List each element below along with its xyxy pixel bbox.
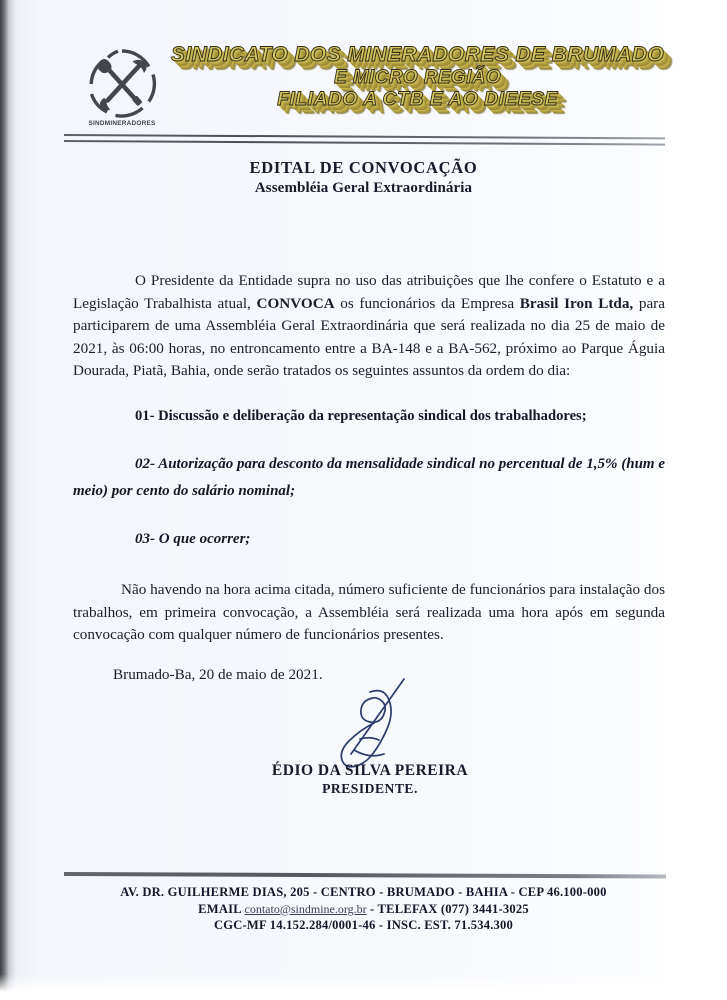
signatory-role: PRESIDENTE. [322,781,418,796]
intro-paragraph [73,270,665,383]
organization-titles [168,44,667,110]
union-emblem [74,46,170,138]
closing-paragraph: Não havendo na hora acima citada, número suficiente de funcionários para instalação dos trabalhos, em primeira convocação, a Assembléia será realizada uma hora após em segunda convocação com qualquer número de funcionários presentes. [73,580,665,644]
page-title [0,158,727,197]
footer-divider [64,872,666,879]
signature-block [190,676,550,796]
signatory-name: ÉDIO DA SILVA PEREIRA [271,762,469,779]
email-link[interactable]: contato@sindmine.org.br [244,901,367,916]
intro-text-part-3: para participarem de uma Assembléia Geral Extraordinária que será realizada no dia 25 de maio de 2021, às 06:00 horas, no entroncamento entre a BA-148 e a BA-562, próximo ao Parque Águia Dourada, Piatã, Bahia, onde serão tratados os seguintes assuntos da ordem do dia: [73,294,665,380]
company-name: Brasil Iron Ltda, [519,294,634,312]
agenda-item-2: 02- Autorização para desconto da mensalidade sindical no percentual de 1,5% (hum e meio) por cento do salário nominal; [73,455,665,499]
email-label: EMAIL [198,901,242,916]
org-title-line-2: E MICRO REGIÃO [333,66,502,88]
agenda-items [73,403,665,553]
intro-text-part-2: os funcionários da Empresa [334,294,520,312]
emblem-caption: SINDMINERADORES [88,120,156,127]
org-title-line-3: FILIADO A CTB E AO DIEESE [277,88,558,111]
document-title: EDITAL DE CONVOCAÇÃO [249,158,478,177]
agenda-item-3: 03- O que ocorrer; [135,530,251,547]
intro-text-part-1: O Presidente da Entidade supra no uso das atribuições que lhe confere o Estatuto e a Legislação Trabalhista atual, [73,272,665,312]
masthead [62,44,667,136]
date-line: Brumado-Ba, 20 de maio de 2021. [113,665,323,683]
footer-registration: CGC-MF 14.152.284/0001-46 - INSC. EST. 71.534.300 [213,918,514,932]
footer-address: AV. DR. GUILHERME DIAS, 205 - CENTRO - BRUMADO - BAHIA - CEP 46.100-000 [120,885,607,899]
convoca-emphasis: CONVOCA [256,294,335,312]
page-footer [0,884,727,934]
footer-contact [0,901,727,918]
telefax-text: - TELEFAX (077) 3441-3025 [370,901,529,916]
org-title-line-1: SINDICATO DOS MINERADORES DE BRUMADO [170,43,665,66]
document-body [73,270,665,684]
header-divider [64,133,664,147]
agenda-item-1: 01- Discussão e deliberação da representação sindical dos trabalhadores; [135,407,587,424]
document-subtitle: Assembléia Geral Extraordinária [254,180,473,196]
